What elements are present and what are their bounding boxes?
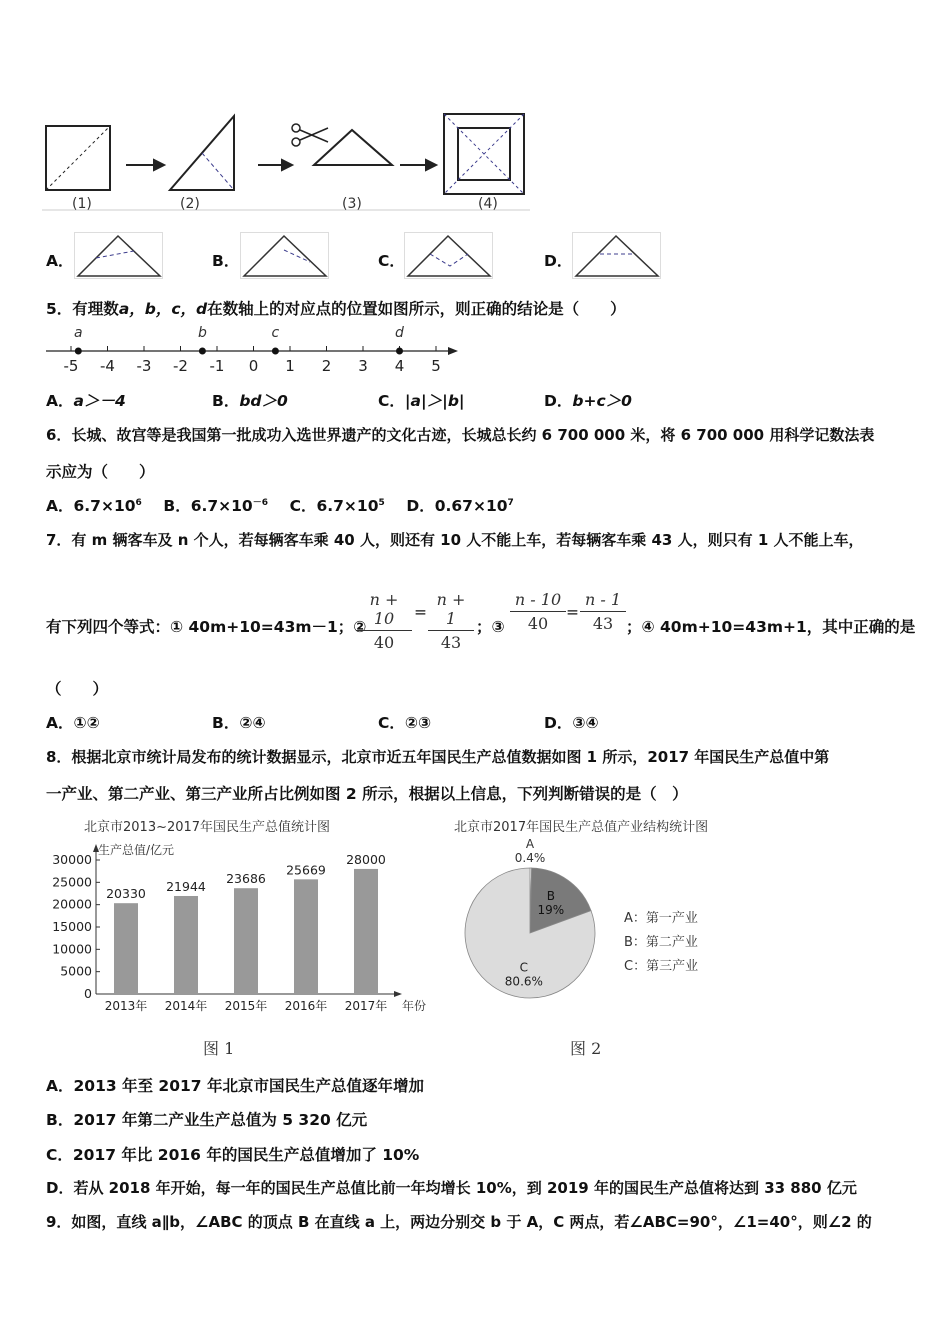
q8-bar-chart bbox=[44, 816, 444, 1022]
q8-option-c[interactable]: C．2017 年比 2016 年的国民生产总值增加了 10% bbox=[46, 1146, 420, 1164]
q4-option-c-figure[interactable] bbox=[404, 232, 494, 280]
bar-2013年 bbox=[114, 903, 138, 994]
q4-folding-figure bbox=[42, 110, 532, 216]
number-line-tick-label: -3 bbox=[136, 357, 152, 375]
bar-category-label: 2013年 bbox=[104, 999, 148, 1013]
pie-label: C bbox=[519, 960, 529, 975]
q5-vars: a，b，c，d bbox=[118, 300, 208, 318]
q8-option-b[interactable]: B．2017 年第二产业生产总值为 5 320 亿元 bbox=[46, 1111, 368, 1129]
bar-category-label: 2017年 bbox=[344, 999, 388, 1013]
pie-label: A bbox=[525, 837, 535, 851]
q4-option-a-key[interactable]: A． bbox=[46, 252, 74, 270]
q6-option-a[interactable]: A．$6.7\times 10^6$ bbox=[46, 497, 142, 515]
q4-step-label: (4) bbox=[478, 196, 498, 212]
q6-options bbox=[46, 494, 514, 516]
pie-pct: 19% bbox=[537, 902, 565, 917]
q7-eq-sign: = bbox=[566, 603, 579, 621]
number-line-tick-label: -4 bbox=[100, 357, 115, 375]
number-line-tick-label: -2 bbox=[173, 357, 188, 375]
q7-option-d[interactable]: D．③④ bbox=[544, 714, 599, 732]
q5-option-c[interactable]: C．|a|＞|b| bbox=[378, 392, 465, 410]
q5-number: 5． bbox=[46, 300, 73, 318]
q7-paren: （ ） bbox=[46, 680, 109, 698]
q7-stem-line1: 7．有 m 辆客车及 n 个人，若每辆客车乘 40 人，则还有 10 人不能上车，若每辆客车乘 43 人，则只有 1 人不能上车， bbox=[46, 531, 864, 549]
bar-value-label: 25669 bbox=[286, 862, 326, 878]
number-line-tick-label: 4 bbox=[394, 357, 405, 375]
q7-option-b[interactable]: B．②④ bbox=[212, 714, 266, 732]
number-line-point-label: d bbox=[395, 325, 404, 341]
number-line-tick-label: 0 bbox=[248, 357, 259, 375]
bar-value-label: 23686 bbox=[226, 871, 266, 887]
q6-option-d[interactable]: D．$0.67\times 10^7$ bbox=[406, 497, 514, 515]
q5-stem bbox=[46, 297, 626, 319]
q4-step3-triangle bbox=[314, 130, 392, 165]
pie-legend-item: A：第一产业 bbox=[624, 911, 698, 926]
q7-option-a[interactable]: A．①② bbox=[46, 714, 100, 732]
number-line-point-label: b bbox=[197, 325, 207, 341]
pie-legend-item: C：第三产业 bbox=[624, 959, 699, 974]
bar-value-label: 20330 bbox=[106, 886, 146, 902]
bar-chart-ytick-label: 5000 bbox=[60, 963, 92, 979]
bar-category-label: 2016年 bbox=[284, 999, 328, 1013]
pie-label: B bbox=[546, 888, 555, 903]
q4-option-d-figure[interactable] bbox=[572, 232, 662, 280]
number-line-point-c bbox=[272, 348, 279, 355]
scissors-icon bbox=[292, 124, 328, 146]
pie-legend-item: B：第二产业 bbox=[624, 935, 698, 950]
q6-stem-line1: 6．长城、故宫等是我国第一批成功入选世界遗产的文化古迹，长城总长约 6 700 000 米，将 6 700 000 用科学记数法表 bbox=[46, 426, 875, 444]
number-line-point-d bbox=[396, 348, 403, 355]
q6-option-c[interactable]: C．$6.7\times 10^5$ bbox=[289, 497, 385, 515]
q7-frac-2: n + 1 43 bbox=[428, 590, 474, 652]
bar-value-label: 21944 bbox=[166, 878, 206, 894]
q4-step-label: (1) bbox=[72, 196, 92, 212]
q7-frac-1: n + 10 40 bbox=[356, 590, 412, 652]
q7-option-c[interactable]: C．②③ bbox=[378, 714, 432, 732]
q7-eq-sign: = bbox=[414, 603, 427, 621]
q4-step-label: (3) bbox=[342, 196, 362, 212]
bar-category-label: 2015年 bbox=[224, 999, 268, 1013]
q4-option-b-key[interactable]: B． bbox=[212, 252, 240, 270]
q7-frac-3: n - 10 40 bbox=[510, 590, 566, 633]
q8-option-a[interactable]: A．2013 年至 2017 年北京市国民生产总值逐年增加 bbox=[46, 1077, 424, 1095]
q7-stem-line2a: 有下列四个等式：① 40m+10=43m－1；② bbox=[46, 618, 367, 636]
fig2-caption: 图 2 bbox=[570, 1039, 602, 1058]
q9-stem-line1: 9．如图，直线 a∥b，∠ABC 的顶点 B 在直线 a 上，两边分别交 b 于 A，C 两点，若∠ABC=90°，∠1=40°，则∠2 的 bbox=[46, 1213, 872, 1231]
q8-stem-line2: 一产业、第二产业、第三产业所占比例如图 2 所示，根据以上信息，下列判断错误的是（ ） bbox=[46, 785, 688, 803]
bar-2017年 bbox=[354, 869, 378, 994]
number-line-point-label: a bbox=[74, 325, 83, 341]
q6-stem-line2: 示应为（ ） bbox=[46, 463, 155, 481]
number-line-tick-label: -5 bbox=[63, 357, 79, 375]
bar-category-label: 2014年 bbox=[164, 999, 208, 1013]
q8-stem-line1: 8．根据北京市统计局发布的统计数据显示，北京市近五年国民生产总值数据如图 1 所示，2017 年国民生产总值中第 bbox=[46, 748, 830, 766]
number-line-tick-label: 5 bbox=[431, 357, 441, 375]
q5-stem-pre: 有理数 bbox=[72, 300, 119, 318]
q7-mid: ；③ bbox=[476, 618, 505, 636]
q5-option-a[interactable]: A．a＞－4 bbox=[46, 392, 126, 410]
bar-2015年 bbox=[234, 888, 258, 994]
q7-frac-4: n - 1 43 bbox=[580, 590, 626, 633]
q8-option-d[interactable]: D．若从 2018 年开始，每一年的国民生产总值比前一年均增长 10%，到 2019 年的国民生产总值将达到 33 880 亿元 bbox=[46, 1179, 857, 1197]
number-line-tick-label: -1 bbox=[209, 357, 225, 375]
number-line-tick-label: 2 bbox=[321, 357, 332, 375]
bar-chart-ytick-label: 15000 bbox=[52, 919, 92, 934]
q4-step4-square bbox=[444, 114, 524, 194]
bar-chart-ytick-label: 30000 bbox=[52, 852, 92, 867]
number-line-point-b bbox=[199, 348, 206, 355]
q4-option-b-figure[interactable] bbox=[240, 232, 330, 280]
pie-chart-title: 北京市2017年国民生产总值产业结构统计图 bbox=[454, 820, 709, 835]
q4-option-d-key[interactable]: D． bbox=[544, 252, 573, 270]
number-line-point-label: c bbox=[271, 325, 280, 341]
number-line-tick-label: 1 bbox=[285, 357, 295, 375]
q5-option-b[interactable]: B．bd＞0 bbox=[212, 392, 288, 410]
bar-chart-title: 北京市2013~2017年国民生产总值统计图 bbox=[84, 820, 331, 835]
q5-option-d[interactable]: D．b+c＞0 bbox=[544, 392, 632, 410]
q7-stem-line2b: ；④ 40m+10=43m+1，其中正确的是 bbox=[626, 618, 916, 636]
pie-pct: 80.6% bbox=[504, 974, 543, 989]
bar-chart-ylabel: 生产总值/亿元 bbox=[98, 843, 175, 857]
bar-2014年 bbox=[174, 896, 198, 994]
bar-chart-xlabel: 年份 bbox=[402, 999, 427, 1013]
number-line-point-a bbox=[75, 348, 82, 355]
q4-option-c-key[interactable]: C． bbox=[378, 252, 405, 270]
q5-number-line bbox=[44, 322, 464, 378]
bar-2016年 bbox=[294, 879, 318, 994]
bar-chart-ytick-label: 25000 bbox=[52, 874, 92, 890]
q4-option-a-figure[interactable] bbox=[74, 232, 164, 280]
number-line-tick-label: 3 bbox=[358, 357, 368, 375]
bar-chart-ytick-label: 10000 bbox=[52, 941, 92, 957]
q5-stem-post: 在数轴上的对应点的位置如图所示，则正确的结论是（ ） bbox=[207, 300, 626, 318]
q8-pie-chart bbox=[452, 816, 752, 1016]
bar-chart-ytick-label: 0 bbox=[84, 986, 92, 1001]
bar-chart-ytick-label: 20000 bbox=[52, 896, 92, 912]
fig1-caption: 图 1 bbox=[203, 1039, 235, 1058]
bar-value-label: 28000 bbox=[346, 851, 386, 867]
pie-pct: 0.4% bbox=[514, 851, 546, 865]
q6-option-b[interactable]: B．$6.7\times 10^{-6}$ bbox=[163, 497, 268, 515]
q4-step-label: (2) bbox=[180, 196, 200, 212]
